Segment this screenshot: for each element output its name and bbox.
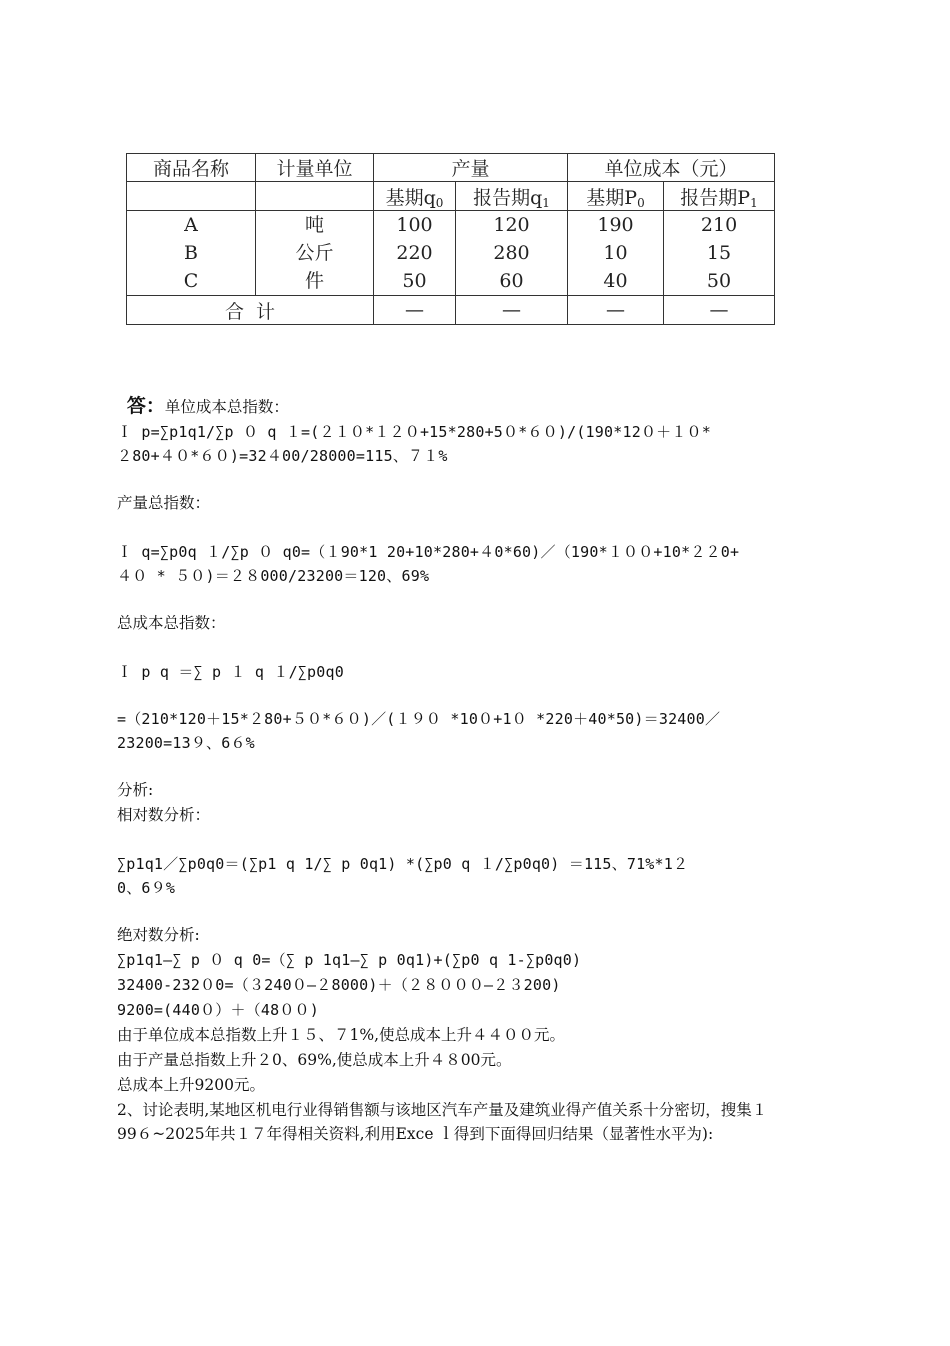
cell-q1-b: 280 <box>493 242 530 264</box>
cost-index-formula: Ｉ p=∑p1q1/∑p ０ q １=(２１０*１２０+15*280+5０*６０)/(190*12０＋１０* ２80+４０*６０)=32４00/28000=115、７１% <box>117 423 711 465</box>
header-p1: 报告期$P_1$ <box>664 182 775 211</box>
col-p1 <box>664 211 775 296</box>
cell-unit-b: 公斤 <box>295 242 334 264</box>
total-p1: — <box>664 296 775 325</box>
total-index-formula-1: Ｉ p q ＝∑ p １ q １/∑p0q0 <box>117 663 344 681</box>
output-index-formula: Ｉ q=∑p0q １/∑p ０ q0=（１90*1 20+10*280+４0*60)／（190*１００+10*２２0+ ４０ * ５０)＝２８000/23200＝120、69% <box>117 543 740 585</box>
header-blank-2 <box>256 182 374 211</box>
total-q0: — <box>374 296 456 325</box>
header-p0: 基期$P_0$ <box>568 182 664 211</box>
analysis-title: 分析: <box>117 781 154 799</box>
cell-p1-b: 15 <box>706 242 732 264</box>
header-q0: 基期$q_0$ <box>374 182 456 211</box>
total-index-title: 总成本总指数： <box>117 614 226 632</box>
conclusion-line-2: 由于产量总指数上升２0、69%,使总成本上升４８00元。 <box>117 1051 512 1069</box>
col-units <box>256 211 374 296</box>
cell-p0-a: 190 <box>597 214 634 236</box>
answer-heading <box>117 370 837 419</box>
cell-p0-b: 10 <box>603 242 628 264</box>
cell-unit-c: 件 <box>304 270 324 292</box>
cell-p0-c: 40 <box>603 270 628 292</box>
header-product-name: 商品名称 <box>127 154 256 182</box>
header-unit-cost: 单位成本（元） <box>568 154 775 182</box>
total-q1: — <box>456 296 568 325</box>
header-blank-1 <box>127 182 256 211</box>
cell-name-b: B <box>184 242 198 264</box>
cell-q0-c: 50 <box>402 270 427 292</box>
cell-q1-a: 120 <box>493 214 530 236</box>
answer-label: 答： <box>126 395 165 417</box>
cell-name-c: C <box>183 270 199 292</box>
output-index-title: 产量总指数： <box>117 494 211 512</box>
total-p0: — <box>568 296 664 325</box>
header-output: 产量 <box>374 154 568 182</box>
question-2: 2、讨论表明,某地区机电行业得销售额与该地区汽车产量及建筑业得产值关系十分密切，搜集１ 99６~2025年共１７年得相关资料,利用Exce ｌ得到下面得回归结果（显著性水平为): <box>117 1101 768 1143</box>
col-q1 <box>456 211 568 296</box>
cell-q0-a: 100 <box>396 214 433 236</box>
header-unit: 计量单位 <box>256 154 374 182</box>
absolute-line-3: 9200=(440０）＋（48００) <box>117 1001 319 1019</box>
cost-index-title: 单位成本总指数： <box>164 398 289 416</box>
cell-p1-a: 210 <box>700 214 738 236</box>
conclusion-line-1: 由于单位成本总指数上升１５、７1%,使总成本上升４４００元。 <box>117 1026 566 1044</box>
cell-name-a: A <box>184 214 198 236</box>
cell-p1-c: 50 <box>706 270 732 292</box>
total-index-formula-2: =（210*120＋15*２80+５０*６０)／(１９０ *10０+1０ *220＋40*50)＝32400／ 23200=13９、6６% <box>117 710 721 752</box>
header-q1: 报告期$q_1$ <box>456 182 568 211</box>
relative-analysis-title: 相对数分析： <box>117 806 211 824</box>
cell-q0-b: 220 <box>396 242 433 264</box>
col-q0 <box>374 211 456 296</box>
cell-q1-c: 60 <box>499 270 524 292</box>
relative-analysis-formula: ∑p1q1／∑p0q0＝(∑p1 q 1/∑ p 0q1) *(∑p0 q １/∑p0q0) ＝115、71%*1２ 0、6９% <box>117 855 689 897</box>
absolute-line-1: ∑p1q1—∑ p ０ q 0=（∑ p 1q1—∑ p 0q1)+(∑p0 q 1-∑p0q0) <box>117 951 582 969</box>
cost-output-table <box>126 153 775 325</box>
absolute-line-2: 32400-232０0=（３240０—２8000)＋（２８０００—２３200) <box>117 976 561 994</box>
cell-unit-a: 吨 <box>304 214 324 236</box>
col-p0 <box>568 211 664 296</box>
total-label: 合 计 <box>127 296 374 325</box>
col-names <box>127 211 256 296</box>
conclusion-line-3: 总成本上升9200元。 <box>117 1076 265 1094</box>
absolute-analysis-title: 绝对数分析: <box>117 926 200 944</box>
